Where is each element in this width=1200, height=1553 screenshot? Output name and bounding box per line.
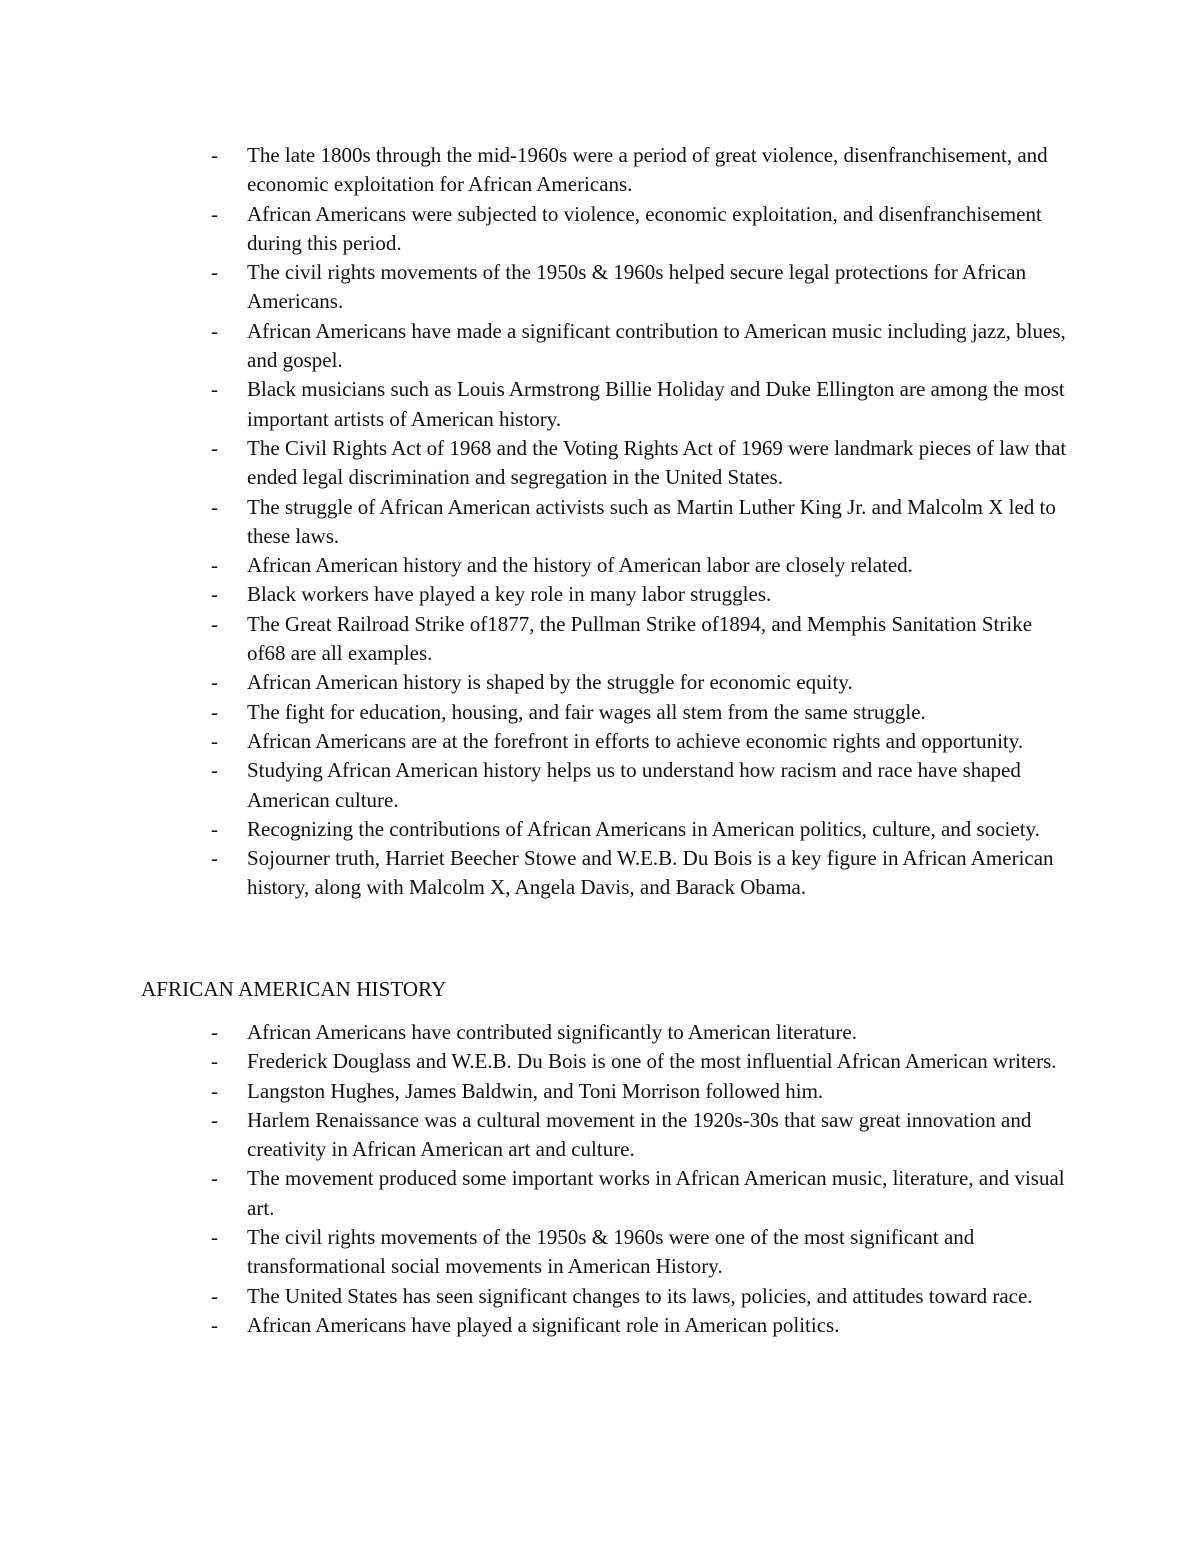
list-item-text: African Americans have contributed significantly to American literature. xyxy=(247,1020,857,1044)
list-item-text: Recognizing the contributions of African Americans in American politics, culture, and society. xyxy=(247,816,1040,841)
list-item xyxy=(0,434,1067,493)
list-item xyxy=(0,698,1067,727)
list-item-text: The late 1800s through the mid-1960s were a period of great violence, disenfranchisement, and economic exploitation for African Americans. xyxy=(247,143,1048,197)
bullet-dash: - xyxy=(211,318,218,343)
bullet-dash: - xyxy=(211,728,218,753)
bullet-dash: - xyxy=(211,699,218,724)
list-item-text: Black workers have played a key role in many labor struggles. xyxy=(247,582,772,607)
list-item-text: The fight for education, housing, and fair wages all stem from the same struggle. xyxy=(247,699,926,724)
bullet-dash: - xyxy=(211,611,218,636)
list-item xyxy=(0,1077,1067,1106)
bullet-list-bottom xyxy=(0,1018,1200,1340)
list-item xyxy=(0,200,1067,259)
list-item-text: The struggle of African American activists such as Martin Luther King Jr. and Malcolm X led to these laws. xyxy=(247,494,1056,548)
list-item xyxy=(0,1223,1067,1282)
list-item xyxy=(0,375,1067,434)
list-item-text: Black musicians such as Louis Armstrong Billie Holiday and Duke Ellington are among the most important artists of American history. xyxy=(247,377,1065,431)
list-item-text: The United States has seen significant changes to its laws, policies, and attitudes toward race. xyxy=(247,1283,1033,1308)
list-item xyxy=(0,1164,1067,1223)
bullet-dash: - xyxy=(211,143,218,167)
bullet-dash: - xyxy=(211,582,218,607)
list-item xyxy=(0,610,1067,669)
section-heading: AFRICAN AMERICAN HISTORY xyxy=(141,977,447,1001)
list-item xyxy=(0,1311,1067,1340)
bullet-dash: - xyxy=(211,1166,218,1191)
bullet-dash: - xyxy=(211,1312,218,1337)
bullet-dash: - xyxy=(211,1078,218,1103)
list-item xyxy=(0,1106,1067,1165)
list-item-text: Langston Hughes, James Baldwin, and Toni Morrison followed him. xyxy=(247,1078,824,1103)
list-item-text: Sojourner truth, Harriet Beecher Stowe and W.E.B. Du Bois is a key figure in African American history, along with Malcolm X, Angela Davis, and Barack Obama. xyxy=(247,846,1054,900)
list-item-text: The civil rights movements of the 1950s & 1960s were one of the most significant and transformational social movements in American History. xyxy=(247,1225,975,1279)
list-item-text: The Great Railroad Strike of1877, the Pullman Strike of1894, and Memphis Sanitation Strike of68 are all examples. xyxy=(247,611,1033,666)
bullet-dash: - xyxy=(211,260,218,285)
list-item xyxy=(0,1018,1067,1047)
list-item-text: African Americans have played a significant role in American politics. xyxy=(247,1312,840,1337)
bullet-dash: - xyxy=(211,846,218,871)
list-item xyxy=(0,551,1067,580)
list-item-text: Harlem Renaissance was a cultural movement in the 1920s-30s that saw great innovation and creativity in African American art and culture. xyxy=(247,1107,1032,1162)
bullet-dash: - xyxy=(211,377,218,402)
bullet-dash: - xyxy=(211,816,218,841)
bullet-dash: - xyxy=(211,1107,218,1132)
bullet-dash: - xyxy=(211,494,218,519)
list-item-text: African American history and the history of American labor are closely related. xyxy=(247,553,913,578)
list-item xyxy=(0,317,1067,376)
bullet-dash: - xyxy=(211,1225,218,1250)
list-item xyxy=(0,258,1067,317)
list-item-text: The Civil Rights Act of 1968 and the Voting Rights Act of 1969 were landmark pieces of law that ended legal discrimination and segregation in the United States. xyxy=(247,435,1067,490)
list-item xyxy=(0,727,1067,756)
list-item-text: African American history is shaped by the struggle for economic equity. xyxy=(247,670,853,695)
bullet-dash: - xyxy=(211,435,218,460)
bullet-dash: - xyxy=(211,670,218,695)
list-item xyxy=(0,1047,1067,1076)
bullet-list-top xyxy=(0,141,1200,903)
bullet-dash: - xyxy=(211,1020,218,1044)
list-item xyxy=(0,580,1067,609)
list-item xyxy=(0,141,1067,200)
list-item-text: The movement produced some important works in African American music, literature, and visual art. xyxy=(247,1166,1065,1220)
list-item-text: African Americans have made a significant contribution to American music including jazz, blues, and gospel. xyxy=(247,318,1066,373)
list-item xyxy=(0,844,1067,903)
list-item xyxy=(0,668,1067,697)
bullet-dash: - xyxy=(211,553,218,578)
list-item-text: Frederick Douglass and W.E.B. Du Bois is one of the most influential African American writers. xyxy=(247,1049,1057,1074)
list-item xyxy=(0,815,1067,844)
list-item-text: Studying African American history helps us to understand how racism and race have shaped American culture. xyxy=(247,758,1021,812)
list-item xyxy=(0,493,1067,552)
list-item-text: African Americans are at the forefront in efforts to achieve economic rights and opportunity. xyxy=(247,728,1024,753)
list-item-text: The civil rights movements of the 1950s & 1960s helped secure legal protections for African Americans. xyxy=(247,260,1027,314)
bullet-dash: - xyxy=(211,201,218,226)
bullet-dash: - xyxy=(211,1283,218,1308)
list-item-text: African Americans were subjected to violence, economic exploitation, and disenfranchisement during this period. xyxy=(247,201,1042,255)
list-item xyxy=(0,756,1067,815)
bullet-dash: - xyxy=(211,1049,218,1074)
list-item xyxy=(0,1282,1067,1311)
bullet-dash: - xyxy=(211,758,218,783)
